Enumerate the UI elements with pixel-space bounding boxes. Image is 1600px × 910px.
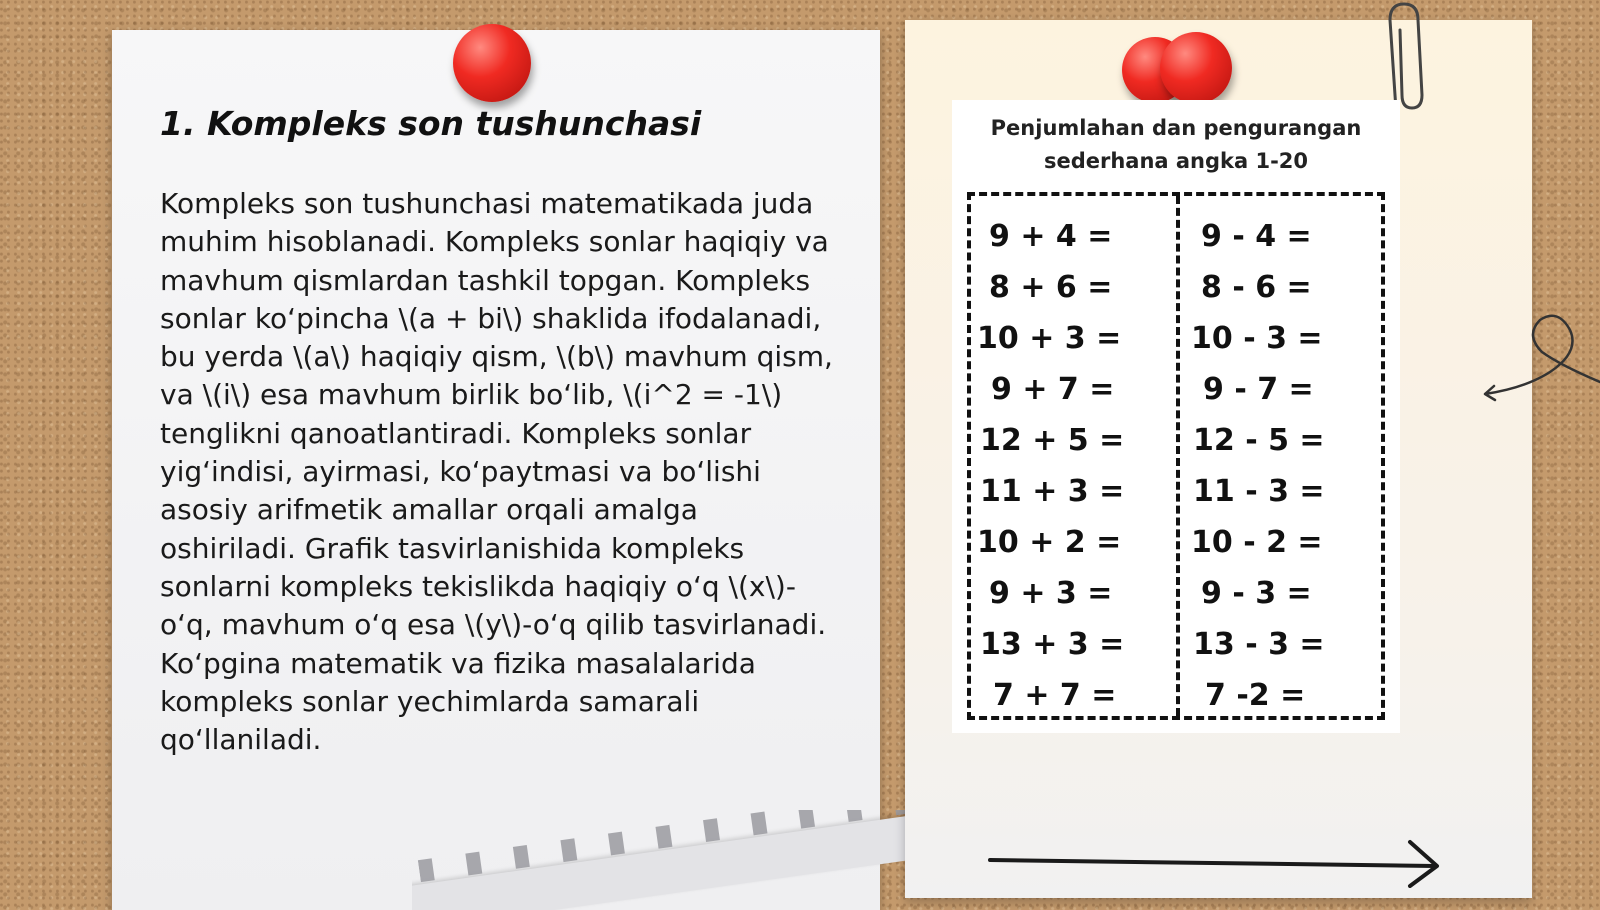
addition-problem: 10 + 2 =: [977, 525, 1122, 560]
arrow-right-icon: [985, 838, 1445, 888]
subtraction-problem: 9 - 3 =: [1201, 576, 1312, 611]
subtraction-problem: 10 - 3 =: [1191, 321, 1323, 356]
worksheet-title-line-2: sederhana angka 1-20: [1043, 149, 1309, 173]
addition-problem: 9 + 3 =: [989, 576, 1113, 611]
subtraction-problem: 11 - 3 =: [1193, 474, 1325, 509]
addition-problem: 12 + 5 =: [980, 423, 1125, 458]
curl-doodle-icon: [1480, 310, 1600, 410]
subtraction-problem: 13 - 3 =: [1193, 627, 1325, 662]
addition-problem: 7 + 7 =: [993, 678, 1117, 713]
worksheet-title: [952, 112, 1400, 178]
note-heading: 1. Kompleks son tushunchasi: [160, 104, 702, 143]
addition-problem: 13 + 3 =: [980, 627, 1125, 662]
addition-problem: 11 + 3 =: [980, 474, 1125, 509]
push-pin-icon: [1160, 32, 1232, 104]
addition-column: [977, 211, 1177, 721]
torn-paper-strip: [412, 810, 972, 910]
addition-problem: 8 + 6 =: [989, 270, 1113, 305]
addition-problem: 9 + 4 =: [989, 219, 1113, 254]
math-worksheet: [952, 100, 1400, 733]
subtraction-problem: 9 - 7 =: [1203, 372, 1314, 407]
note-paragraph: Kompleks son tushunchasi matematikada juda muhim hisoblanadi. Kompleks sonlar haqiqiy va mavhum qismlardan tashkil topgan. Kompleks sonlar ko‘pincha \(a + bi\) shaklida ifodalanadi, bu yerda \(a\) haqiqiy qism, \(b\) mavhum qism, va \(i\) esa mavhum birlik bo‘lib, \(i^2 = -1\) tenglikni qanoatlantiradi. Kompleks sonlar yig‘indisi, ayirmasi, ko‘paytmasi va bo‘lishi asosiy arifmetik amallar orqali amalga oshiriladi. Grafik tasvirlanishida kompleks sonlarni kompleks tekislikda haqiqiy o‘q \(x\)-o‘q, mavhum o‘q esa \(y\)-o‘q qilib tasvirlanadi. Ko‘pgina matematik va fizika masalalarida kompleks sonlar yechimlarda samarali qo‘llaniladi.: [160, 187, 833, 757]
subtraction-problem: 8 - 6 =: [1201, 270, 1312, 305]
subtraction-column: [1189, 211, 1389, 721]
addition-problem: 9 + 7 =: [991, 372, 1115, 407]
subtraction-problem: 7 -2 =: [1205, 678, 1306, 713]
addition-problem: 10 + 3 =: [977, 321, 1122, 356]
push-pin-icon: [453, 24, 531, 102]
problem-grid: [967, 192, 1385, 720]
subtraction-problem: 9 - 4 =: [1201, 219, 1312, 254]
worksheet-title-line-1: Penjumlahan dan pengurangan: [990, 116, 1362, 140]
subtraction-problem: 12 - 5 =: [1193, 423, 1325, 458]
subtraction-problem: 10 - 2 =: [1191, 525, 1323, 560]
